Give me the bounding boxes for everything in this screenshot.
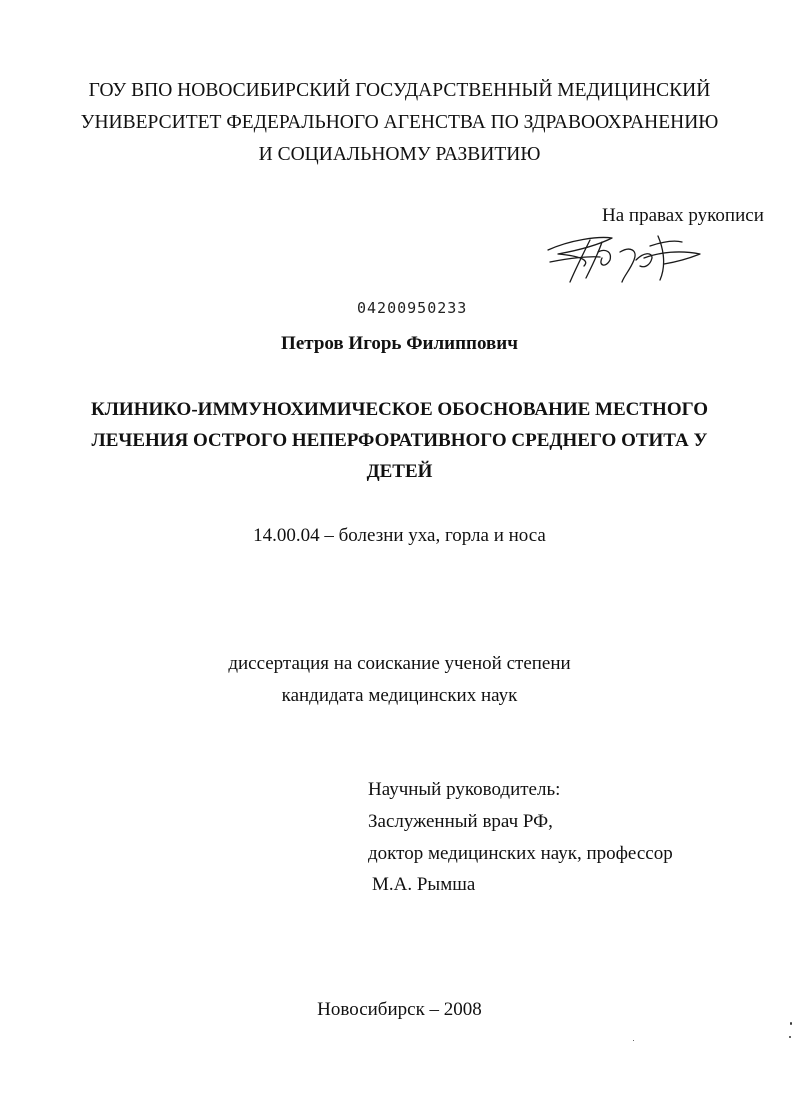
- dissertation-title-line-3: ДЕТЕЙ: [366, 461, 433, 482]
- supervisor-honor: Заслуженный врач РФ,: [368, 811, 553, 832]
- scan-speck: [790, 1022, 792, 1025]
- author-name: Петров Игорь Филиппович: [281, 333, 518, 354]
- supervisor-name: М.А. Рымша: [372, 874, 476, 895]
- scan-speck: [633, 1040, 634, 1041]
- scan-speck: [789, 1036, 791, 1038]
- institution-line-3: И СОЦИАЛЬНОМУ РАЗВИТИЮ: [258, 144, 541, 165]
- specialty-code: 14.00.04 – болезни уха, горла и носа: [253, 525, 546, 546]
- dissertation-title-line-1: КЛИНИКО-ИММУНОХИМИЧЕСКОЕ ОБОСНОВАНИЕ МЕСТНОГО: [90, 399, 709, 420]
- place-and-year: Новосибирск – 2008: [317, 999, 482, 1020]
- supervisor-label: Научный руководитель:: [368, 779, 561, 800]
- institution-line-2: УНИВЕРСИТЕТ ФЕДЕРАЛЬНОГО АГЕНСТВА ПО ЗДРАВООХРАНЕНИЮ: [80, 112, 719, 133]
- dissertation-title-line-2: ЛЕЧЕНИЯ ОСТРОГО НЕПЕРФОРАТИВНОГО СРЕДНЕГО ОТИТА У: [91, 430, 708, 451]
- institution-line-1: ГОУ ВПО НОВОСИБИРСКИЙ ГОСУДАРСТВЕННЫЙ МЕДИЦИНСКИЙ: [88, 80, 711, 101]
- supervisor-rank: доктор медицинских наук, профессор: [368, 843, 673, 864]
- handwritten-signature: [540, 222, 710, 292]
- degree-line-2: кандидата медицинских наук: [281, 685, 518, 706]
- manuscript-note: На правах рукописи: [602, 205, 764, 226]
- catalog-number: 04200950233: [357, 299, 468, 317]
- degree-line-1: диссертация на соискание ученой степени: [228, 653, 571, 674]
